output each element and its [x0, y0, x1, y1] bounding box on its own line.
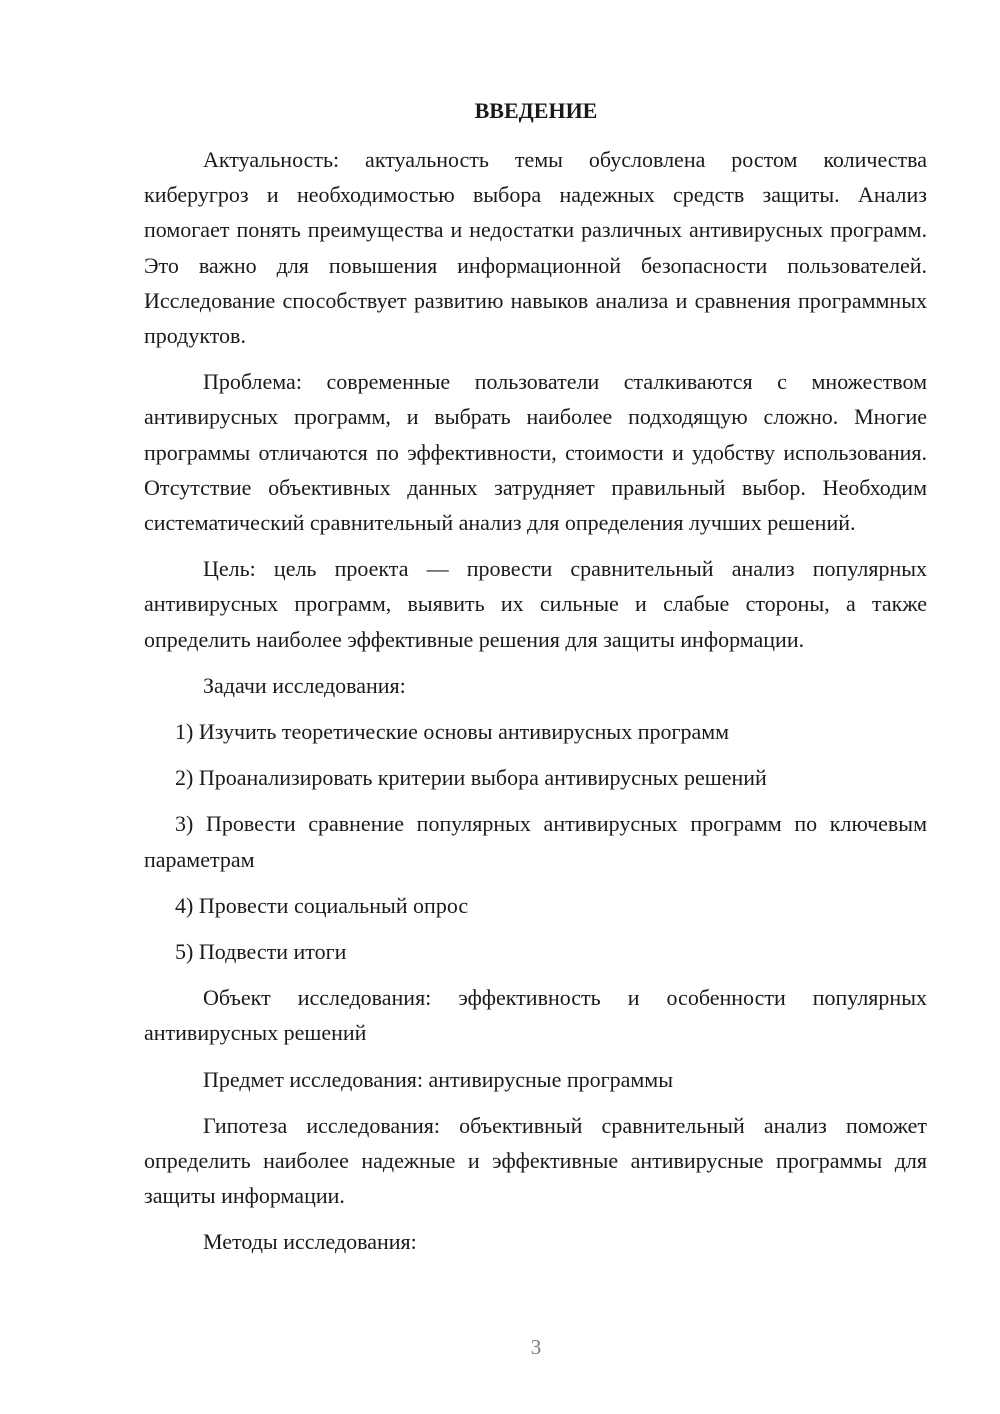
page-number: 3: [530, 1335, 542, 1359]
section-heading: ВВЕДЕНИЕ: [474, 98, 598, 123]
hypothesis-paragraph: Гипотеза исследования: объективный сравнительный анализ поможет определить наиболее надежные и эффективные антивирусные программы для защиты информации.: [144, 1112, 927, 1209]
goal-paragraph: Цель: цель проекта — провести сравнительный анализ популярных антивирусных программ, выявить их сильные и слабые стороны, а также определить наиболее эффективные решения для защиты информации.: [144, 556, 927, 652]
methods-title: Методы исследования:: [203, 1229, 417, 1255]
object-paragraph: Объект исследования: эффективность и особенности популярных антивирусных решений: [144, 985, 927, 1046]
relevance-paragraph: Актуальность: актуальность темы обусловлена ростом количества киберугроз и необходимостью выбора надежных средств защиты. Анализ помогает понять преимущества и недостатки различных антивирусных программ. Это важно для повышения информационной безопасности пользователей. Исследование способствует развитию навыков анализа и сравнения программных продуктов.: [144, 147, 927, 349]
tasks-title: Задачи исследования:: [203, 672, 406, 698]
document-body: [144, 142, 927, 1271]
task-item: 3) Провести сравнение популярных антивирусных программ по ключевым параметрам: [144, 811, 927, 872]
task-item: 2) Проанализировать критерии выбора антивирусных решений: [175, 765, 767, 791]
task-item: 4) Провести социальный опрос: [175, 892, 469, 918]
subject-paragraph: Предмет исследования: антивирусные программы: [203, 1066, 674, 1092]
task-item: 1) Изучить теоретические основы антивирусных программ: [175, 719, 730, 745]
problem-paragraph: Проблема: современные пользователи сталкиваются с множеством антивирусных программ, и выбрать наиболее подходящую сложно. Многие программы отличаются по эффективности, стоимости и удобству использования. Отсутствие объективных данных затрудняет правильный выбор. Необходим систематический сравнительный анализ для определения лучших решений.: [144, 369, 927, 536]
task-item: 5) Подвести итоги: [175, 939, 347, 965]
